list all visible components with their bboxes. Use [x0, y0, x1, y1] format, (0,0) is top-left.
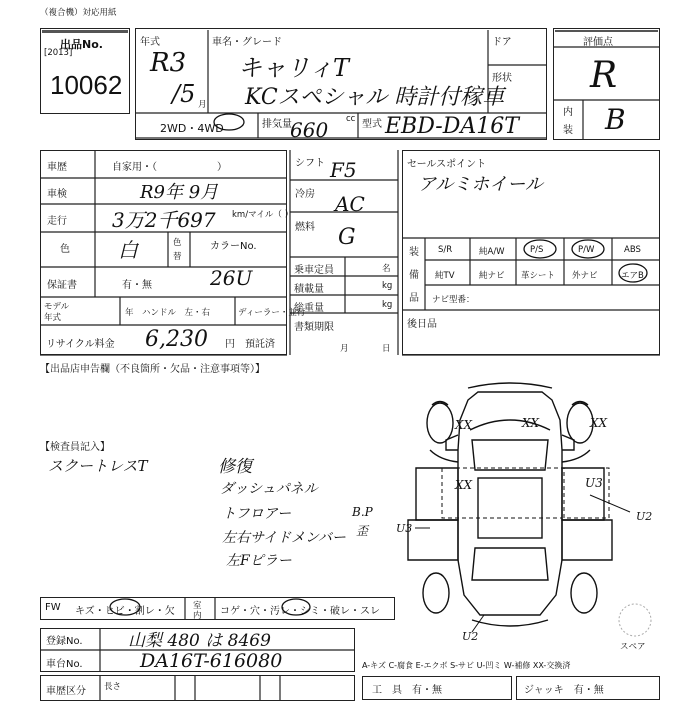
color-no-value: 26U — [210, 266, 253, 290]
sales-label: セールスポイント — [407, 159, 487, 170]
length-label: 長さ — [104, 682, 122, 692]
equip-sr: S/R — [438, 245, 453, 255]
score-label: 評価点 — [583, 37, 613, 48]
history-label: 車歴 — [47, 162, 67, 173]
car-grade: KCスペシャル 時計付稼車 — [245, 85, 505, 110]
dealer-label: ディーラー・並行 — [238, 308, 306, 318]
fw-items2: コゲ・穴・汚レ・シミ・破レ・スレ — [220, 606, 380, 617]
doc-day: 日 — [382, 344, 391, 354]
model-value: EBD-DA16T — [385, 114, 519, 139]
color-no-label: カラーNo. — [210, 241, 257, 252]
equipment-label-1: 装 — [409, 247, 419, 258]
shape-label: 形状 — [492, 73, 512, 84]
mark-floor: XX — [455, 478, 473, 492]
shift-label: シフト — [295, 158, 325, 169]
recycle-value: 6,230 — [145, 327, 208, 352]
door-label: ドア — [492, 37, 512, 48]
equip-leather: 革シート — [521, 271, 556, 281]
color-label: 色 — [60, 244, 70, 255]
month-unit: 月 — [198, 100, 207, 110]
after-label: 後日品 — [407, 319, 437, 330]
interior-label-1: 内 — [563, 107, 573, 118]
handle-label: 年 ハンドル 左・右 — [125, 308, 211, 318]
jack-label: ジャッキ 有・無 — [524, 685, 604, 696]
use-label: 車歴区分 — [46, 686, 86, 697]
mark-right-panel: U2 — [636, 510, 653, 523]
sales-value: アルミホイール — [418, 174, 543, 195]
warranty-value: 有・無 — [122, 280, 152, 291]
mark-front-left: XX — [455, 418, 473, 432]
equip-aw: 純A/W — [479, 247, 505, 257]
color-value: 白 — [118, 238, 138, 262]
color-change-label-2: 替 — [173, 252, 182, 262]
fw-label: FW — [45, 602, 61, 613]
recycle-unit: 円 預託済 — [225, 339, 275, 350]
mileage-label: 走行 — [47, 216, 67, 227]
warranty-label: 保証書 — [47, 280, 77, 291]
inspector-note-2: ダッシュパネル — [220, 481, 318, 497]
fw-items: キズ・ヒビ・割レ・欠 — [75, 606, 175, 617]
mark-rear: U2 — [462, 630, 479, 643]
capacity-unit: 名 — [382, 264, 391, 274]
equipment-label-2: 備 — [409, 270, 419, 281]
equip-abs: ABS — [624, 245, 641, 255]
header-note: （複合機）対応用紙 — [40, 8, 117, 18]
equip-ps: P/S — [530, 245, 544, 255]
chassis-label: 車台No. — [46, 659, 83, 670]
inspector-note-1: 修復 — [218, 457, 252, 477]
doc-label: 書類期限 — [294, 322, 334, 333]
inspector-note-0: スクートレスT — [48, 457, 148, 475]
damage-zones — [442, 468, 609, 518]
inspector-note-5: 左Fピラー — [226, 553, 292, 569]
mileage-unit: km/マイル（ ） — [232, 210, 294, 220]
inspector-note-3: トフロアー — [222, 506, 292, 522]
model-year-label-2: 年式 — [44, 313, 62, 323]
mark-left-panel: U3 — [396, 522, 413, 535]
lot-number: 10062 — [50, 70, 123, 100]
equip-airbag: エアB — [621, 271, 644, 281]
damage-legend: A-キズ C-腐食 E-エクボ S-サビ U-凹ミ W-補修 XX-交換済 — [362, 661, 571, 670]
bottom-row-box — [40, 675, 355, 701]
inspection-value: R9年 9月 — [140, 182, 219, 203]
model-year-label-1: モデル — [44, 302, 70, 312]
capacity-label: 乗車定員 — [294, 265, 334, 276]
tools-label: 工 具 有・無 — [372, 685, 442, 696]
car-name-label: 車名・グレード — [212, 37, 282, 48]
fuel-value: G — [338, 225, 356, 250]
doc-month: 月 — [340, 344, 349, 354]
inspection-label: 車検 — [47, 189, 67, 200]
mark-right-side: U3 — [585, 476, 603, 490]
interior-label-2: 装 — [563, 125, 573, 136]
registration-label: 登録No. — [46, 636, 83, 647]
displacement-label: 排気量 — [262, 119, 292, 130]
fw-interior-2: 内 — [193, 611, 202, 621]
ac-label: 冷房 — [295, 189, 315, 200]
mark-front-right: XX — [590, 416, 608, 430]
inspector-label: 【検査員記入】 — [40, 442, 110, 453]
declaration-label: 【出品店申告欄（不良箇所・欠品・注意事項等）】 — [40, 364, 265, 375]
interior-score: B — [605, 103, 626, 136]
inspector-side-note-1: B.P — [352, 505, 373, 519]
navi-model-label: ナビ型番： — [432, 295, 475, 305]
shift-value: F5 — [330, 158, 357, 182]
year-era: R3 — [150, 48, 187, 78]
lot-label: 出品No. — [60, 38, 103, 51]
color-change-label-1: 色 — [173, 238, 182, 248]
load-label: 積載量 — [294, 284, 324, 295]
ac-value: AC — [335, 192, 365, 216]
registration-value: 山梨 480 は 8469 — [128, 631, 271, 651]
fw-interior-1: 室 — [193, 601, 202, 611]
mileage-value: 3万2千697 — [112, 208, 216, 232]
gross-unit: kg — [382, 300, 393, 310]
inspector-note-4: 左右サイドメンバー — [222, 530, 346, 546]
equip-pw: P/W — [578, 245, 595, 255]
car-name: キャリィT — [238, 54, 350, 82]
lot-year-tag: [2013] — [44, 48, 73, 58]
car-diagram — [408, 383, 612, 626]
chassis-value: DA16T-616080 — [140, 650, 283, 672]
equip-navi: 純ナビ — [479, 271, 505, 281]
inspector-side-note-2: 歪 — [356, 524, 369, 538]
score-value: R — [590, 55, 618, 96]
mark-front-hood: XX — [522, 416, 540, 430]
gross-label: 総重量 — [294, 303, 324, 314]
load-unit: kg — [382, 281, 393, 291]
displacement-value: 660 — [290, 118, 329, 142]
fuel-label: 燃料 — [295, 222, 315, 233]
spare-label: スペア — [620, 642, 646, 652]
equip-tv: 純TV — [435, 271, 455, 281]
recycle-label: リサイクル料金 — [46, 339, 115, 350]
cc-unit: cc — [346, 114, 356, 124]
equip-ext-navi: 外ナビ — [572, 271, 598, 281]
drive-label: 2WD・4WD — [160, 122, 224, 135]
equipment-label-3: 品 — [409, 293, 419, 304]
model-label: 型式 — [362, 119, 382, 130]
year-month: /5 — [172, 80, 196, 108]
history-value: 自家用・（ ） — [112, 162, 227, 173]
year-label: 年式 — [140, 37, 160, 48]
spare-tire-icon — [619, 604, 651, 636]
